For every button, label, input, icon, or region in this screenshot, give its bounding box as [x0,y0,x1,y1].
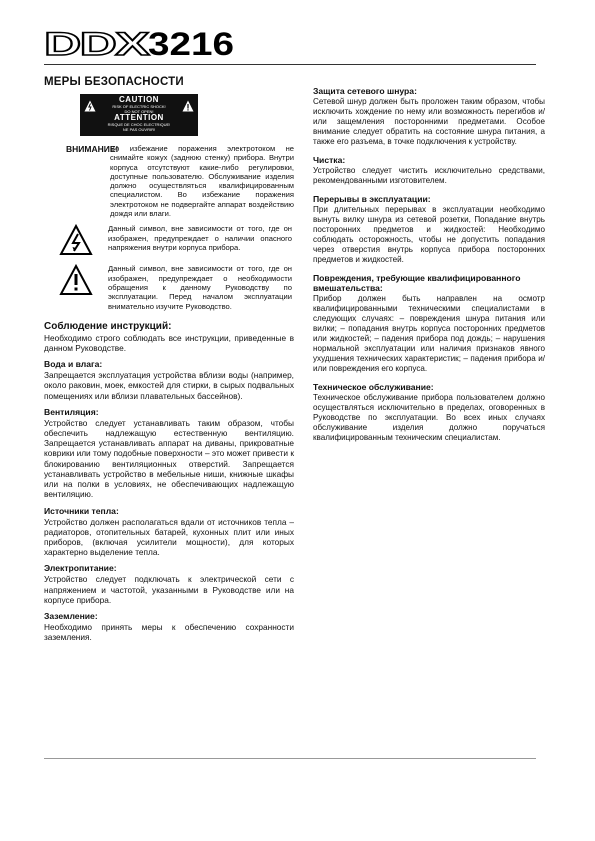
caution-line4: ATTENTION [114,113,164,122]
right-column [313,86,545,443]
section-text: Устройство следует устанавливать таким образом, чтобы обеспечить надлежащую естественную вентиляцию. Запрещается устанавливать аппарат на диваны, прикроватные коврики или тому подобные поверхности – это может привести к блокированию вентиляционных отверстий. Запрещается устанавливать устройство в мебельные ниши, книжные шкафы или на полки в условиях, не обеспечивающих надлежащую вентиляцию. [44,417,294,500]
section-text: Устройство должен располагаться вдали от источников тепла – радиаторов, отопительных батарей, кухонных плит или иных приборов, (включая усилители мощности), для которых характерно выделение тепла. [44,516,294,558]
section-heading: Повреждения, требующие квалифицированного вмешательства: [313,273,521,293]
section-text: Запрещается эксплуатация устройства вблизи воды (например, около раковин, моек, емкостей для стирки, в сырых подвальных помещениях или вблизи плавательных бассейнов). [44,370,294,401]
section-text: При длительных перерывах в эксплуатации необходимо вынуть вилку шнура из сетевой розетки, Попадание внутрь посторонних предметов и жидкостей: Необходимо соблюдать осторожность, чтобы не допустить попадания через отверстия внутрь корпуса прибора посторонних предметов и жидкостей. [313,205,545,264]
ddx3216-logo [44,28,234,58]
warning-block [44,144,294,218]
section-heading: Чистка: [313,155,346,165]
section-heading: Перерывы в эксплуатации: [313,194,431,204]
header-rule [44,64,536,65]
caution-line3: DO NOT OPEN! [124,109,154,114]
section-heading: Вода и влага: [44,359,103,370]
footer-rule [44,758,536,759]
symbol-row-voltage [44,224,294,256]
section-heading: Соблюдение инструкций: [44,320,172,332]
section-text: Устройство следует подключать к электрической сети с напряжением и частотой, указанными в Руководстве или на корпусе прибора. [44,574,294,605]
page-title: МЕРЫ БЕЗОПАСНОСТИ [44,76,184,88]
lightning-triangle-icon [84,100,96,112]
caution-line6: NE PAS OUVRIR! [122,127,156,132]
section-text: Техническое обслуживание прибора пользователем должно осуществляться исключительно в пределах, оговоренных в Руководстве по эксплуатации. Во всех иных случаях обслуживание изделия должно поручаться квалифицированным техническим специалистам. [313,393,545,442]
section-text: Необходимо принять меры к обеспечению сохранности заземления. [44,621,294,643]
section-heading: Защита сетевого шнура: [313,86,417,96]
exclamation-triangle-icon [59,264,93,296]
caution-line5: RISQUE DE CHOC ELECTRIQUE! [107,122,171,127]
section-heading: Вентиляция: [44,406,99,417]
section-heading: Техническое обслуживание: [313,382,434,392]
section-text: Сетевой шнур должен быть проложен таким образом, чтобы исключить хождение по нему или возможность перегибов и/или защемления посторонними предметами. Особое внимание следует обратить на состояние шнура питания, а также его разъема, в точке подключения к устройству. [313,97,545,146]
section-text: Прибор должен быть направлен на осмотр квалифицированными техническими специалистами в следующих случаях: – повреждения шнура питания или вилки; – попадания внутрь корпуса посторонних предметов или жидкостей; – падения прибора под дождь; – нарушения нормальной эксплуатации или наличия признаков явного ухудшения технических характеристик; – падения прибора и/или повреждения его корпуса. [313,294,545,373]
section-text: Устройство следует чистить исключительно средствами, рекомендованными изготовителем. [313,166,545,185]
left-column [44,76,294,642]
symbol-row-manual [44,264,294,310]
section-text: Необходимо строго соблюдать все инструкции, приведенные в данном Руководстве. [44,332,294,354]
caution-label [80,94,198,136]
lightning-triangle-icon [59,224,93,256]
exclamation-triangle-icon [182,100,194,112]
symbol1-text: Данный символ, вне зависимости от того, где он изображен, предупреждает о наличии опасного напряжения внутри корпуса прибора. [108,224,292,252]
section-heading: Источники тепла: [44,505,119,516]
symbol2-text: Данный символ, вне зависимости от того, где он изображен, предупреждает о необходимости обращения к данному Руководству по эксплуатации. Перед началом эксплуатации внимательно изучите Руководство. [108,264,292,311]
caution-line1: CAUTION [119,95,159,104]
caution-line2: RISK OF ELECTRIC SHOCK! [112,104,166,109]
svg-text:3216: 3216 [148,28,234,58]
warning-label: ВНИМАНИЕ! [66,144,119,154]
svg-text:DDX: DDX [44,28,151,58]
warning-text: Во избежание поражения электротоком не снимайте кожух (заднюю стенку) прибора. Внутри корпуса отсутствуют какие-либо регулировки, доступные пользователю. Обслуживание изделия должно осуществляться квалифицированным специалистом. Во избежание поражения электротоком не подвергайте аппарат воздействию дождя или влаги. [110,144,294,219]
section-heading: Электропитание: [44,563,117,574]
section-heading: Заземление: [44,610,98,621]
